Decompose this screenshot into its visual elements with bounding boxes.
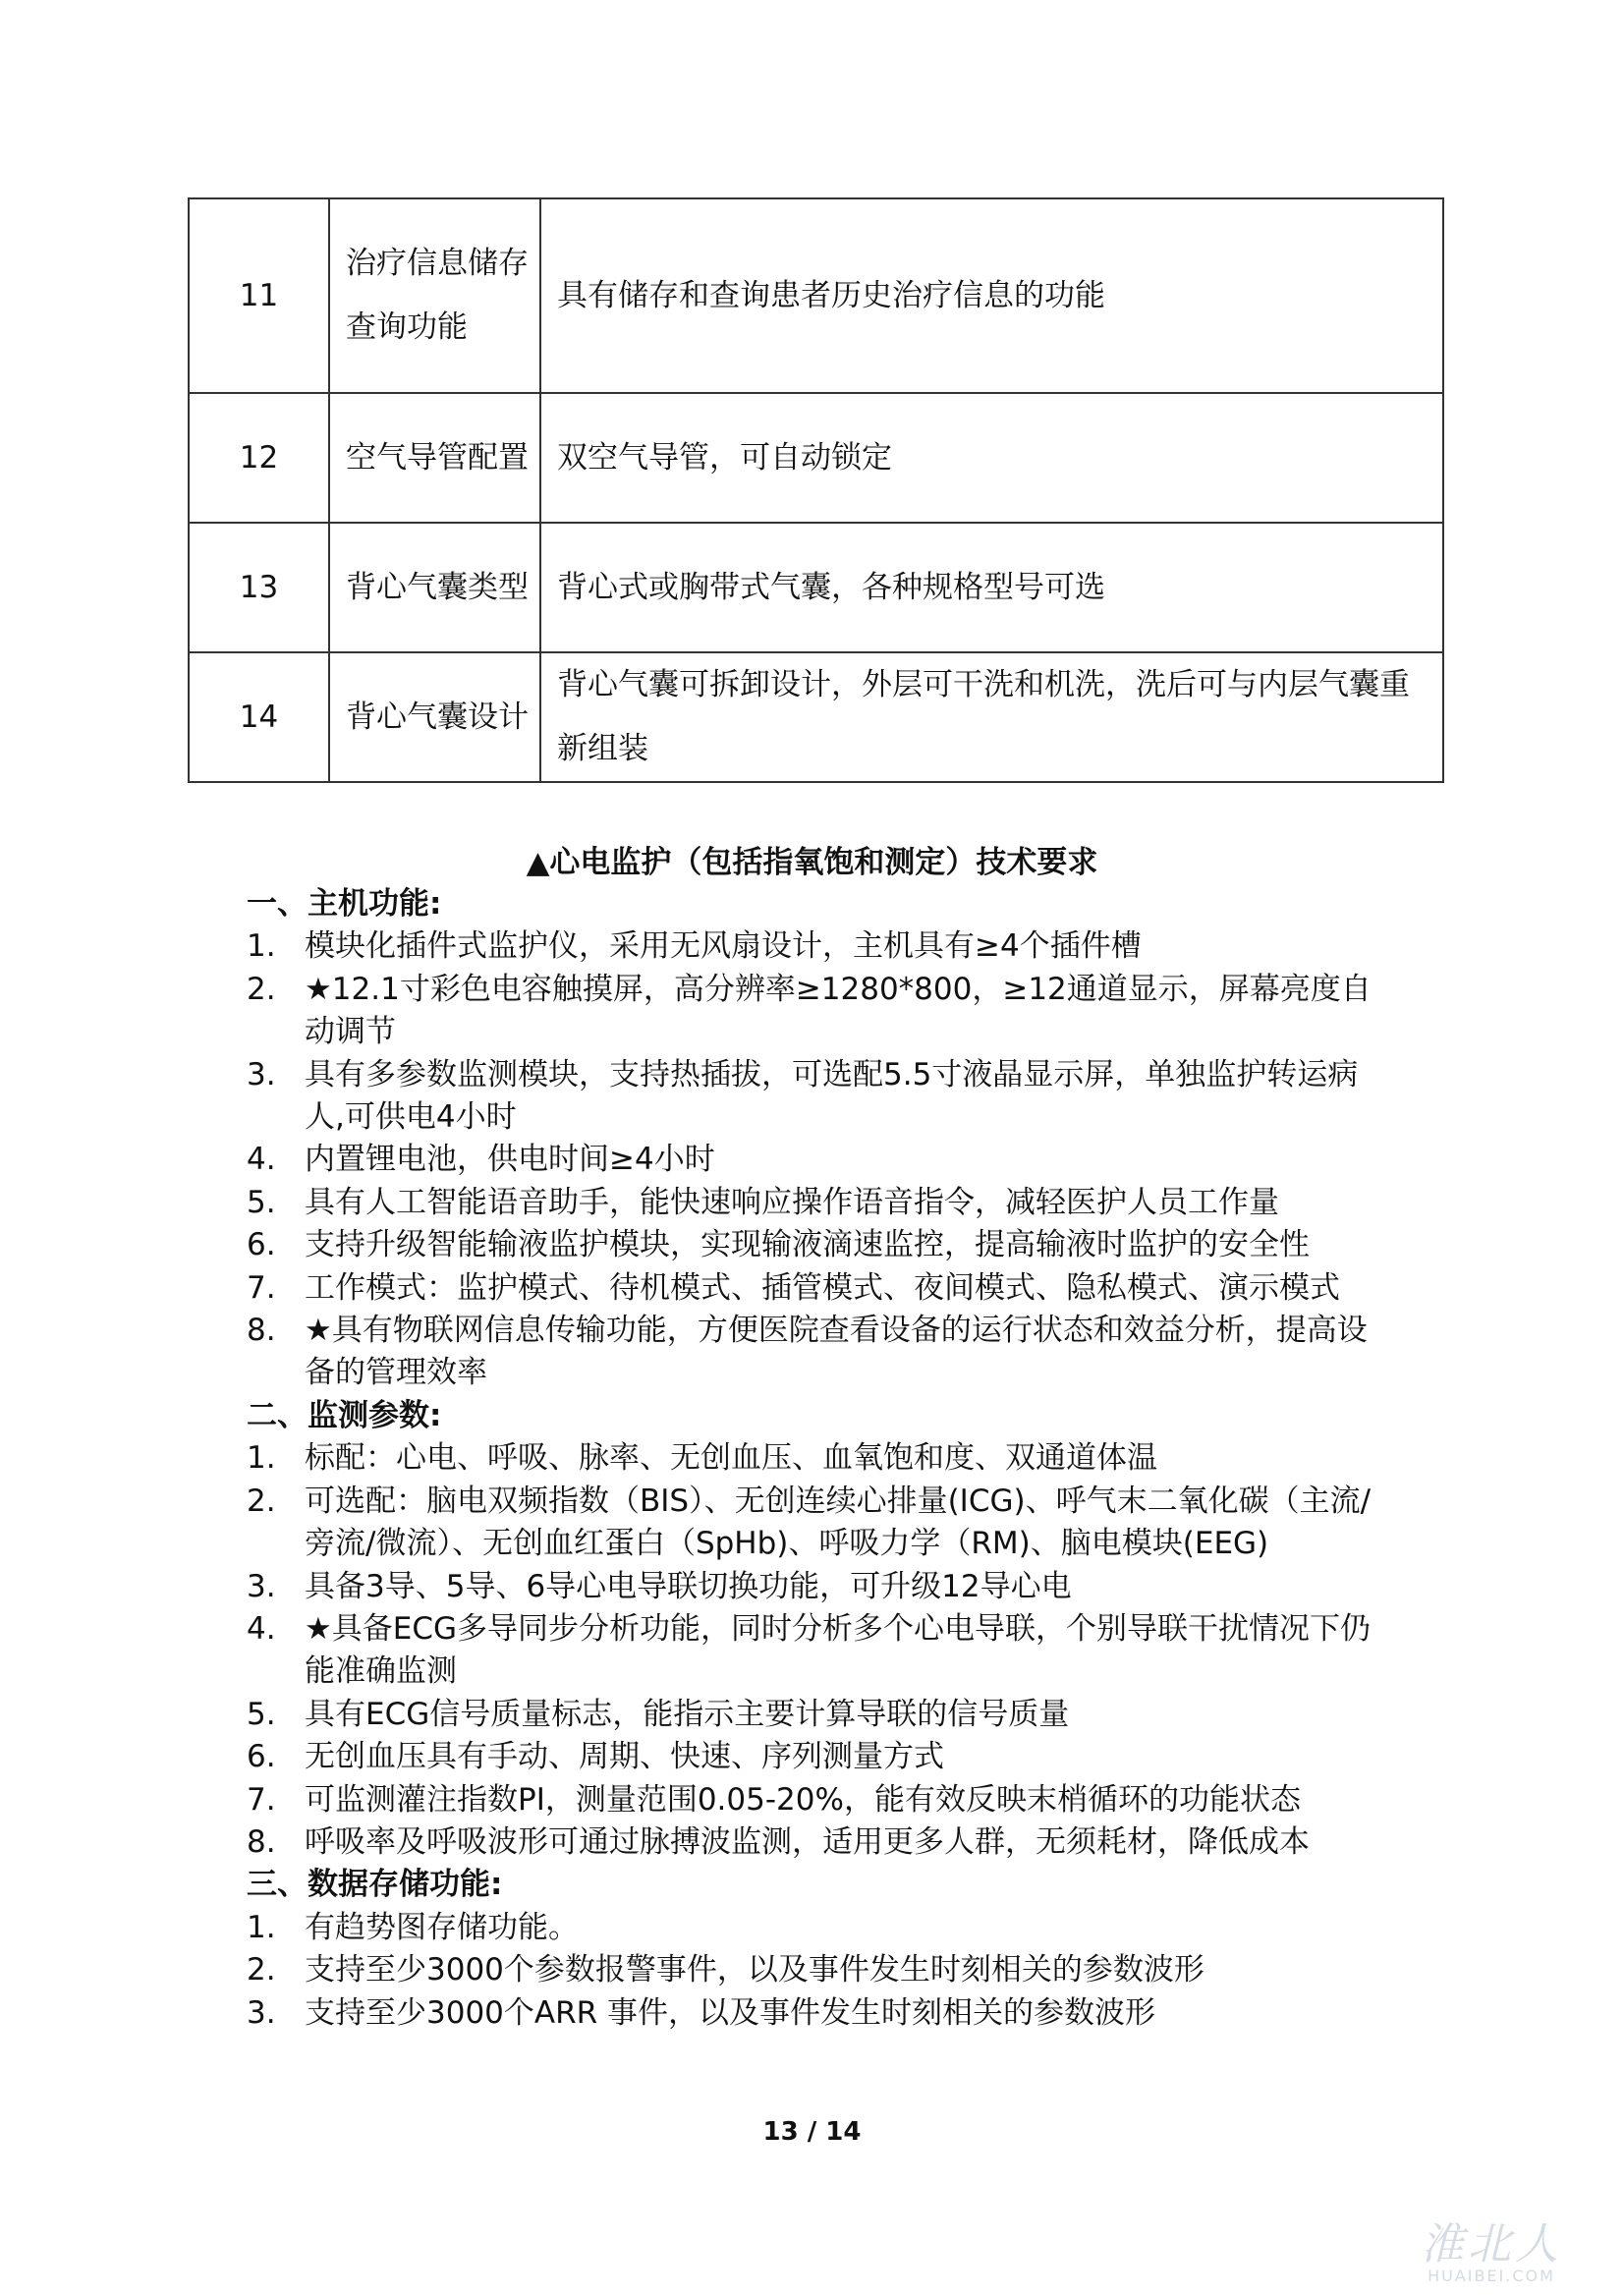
item-number: 1. [247,1909,276,1945]
watermark-logo [1393,2219,1590,2285]
list-item [247,1139,1396,1181]
list-item [247,1949,1396,1991]
row-name: 治疗信息储存查询功能 [329,198,540,393]
item-number: 3. [247,1056,276,1092]
item-text: 支持升级智能输液监护模块，实现输液滴速监控，提高输液时监护的安全性 [305,1227,1310,1263]
item-number: 8. [247,1823,276,1860]
row-description: 背心气囊可拆卸设计，外层可干洗和机洗，洗后可与内层气囊重新组装 [540,652,1443,782]
row-number: 13 [189,523,329,652]
table-row [189,523,1443,652]
section-heading: 二、监测参数: [247,1397,442,1433]
list-item [247,1182,1396,1224]
page-number: 13 / 14 [762,2117,862,2147]
item-number: 4. [247,1610,276,1647]
table-row [189,198,1443,393]
item-text: 内置锂电池，供电时间≥4小时 [305,1142,715,1178]
list-item [247,1779,1396,1821]
item-number: 1. [247,1440,276,1477]
item-number: 3. [247,1994,276,2031]
section-monitoring-params [247,1395,1396,1864]
row-name: 空气导管配置 [329,393,540,523]
list-item [247,1992,1396,2035]
item-number: 3. [247,1568,276,1604]
list-item [247,1694,1396,1736]
list-item [247,1821,1396,1864]
row-number: 14 [189,652,329,782]
list-item [247,925,1396,968]
item-text: 具有多参数监测模块，支持热插拔，可选配5.5寸液晶显示屏，单独监护转运病人,可供电4小时 [305,1056,1359,1136]
row-number: 12 [189,393,329,523]
list-item [247,1736,1396,1778]
item-text: ★具有物联网信息传输功能，方便医院查看设备的运行状态和效益分析，提高设备的管理效率 [305,1313,1368,1391]
item-number: 8. [247,1313,276,1349]
item-text: ★12.1寸彩色电容触摸屏，高分辨率≥1280*800，≥12通道显示，屏幕亮度自动调节 [305,971,1372,1050]
item-text: 具有ECG信号质量标志，能指示主要计算导联的信号质量 [305,1696,1070,1732]
item-number: 6. [247,1739,276,1775]
item-number: 2. [247,971,276,1007]
spec-table [188,197,1444,783]
row-number: 11 [189,198,329,393]
requirements-body [247,883,1396,2035]
item-text: 工作模式：监护模式、待机模式、插管模式、夜间模式、隐私模式、演示模式 [305,1269,1340,1306]
section-title: ▲心电监护（包括指氧饱和测定）技术要求 [526,845,1098,880]
section-data-storage [247,1864,1396,2035]
watermark-domain: HUAIBEI.COM [1428,2267,1555,2285]
section-heading: 一、主机功能: [247,886,442,922]
section-main-functions [247,883,1396,1395]
item-number: 2. [247,1952,276,1988]
list-item [247,969,1396,1054]
item-text: 可监测灌注指数PI，测量范围0.05-20%，能有效反映末梢循环的功能状态 [305,1781,1301,1818]
row-name: 背心气囊类型 [329,523,540,652]
item-number: 6. [247,1227,276,1263]
row-description: 双空气导管，可自动锁定 [540,393,1443,523]
watermark-text: 淮北人 [1421,2219,1562,2269]
list-item [247,1481,1396,1566]
list-item [247,1437,1396,1480]
item-number: 2. [247,1483,276,1519]
item-number: 1. [247,928,276,965]
item-number: 5. [247,1696,276,1732]
list-item [247,1608,1396,1694]
item-text: 模块化插件式监护仪，采用无风扇设计，主机具有≥4个插件槽 [305,928,1142,965]
row-description: 具有储存和查询患者历史治疗信息的功能 [540,198,1443,393]
item-number: 4. [247,1142,276,1178]
table-row [189,652,1443,782]
item-text: 呼吸率及呼吸波形可通过脉搏波监测，适用更多人群，无须耗材，降低成本 [305,1823,1310,1860]
list-item [247,1907,1396,1949]
item-text: ★具备ECG多导同步分析功能，同时分析多个心电导联，个别导联干扰情况下仍能准确监测 [305,1610,1372,1690]
list-item [247,1267,1396,1310]
item-text: 具备3导、5导、6导心电导联切换功能，可升级12导心电 [305,1568,1072,1604]
list-item [247,1566,1396,1608]
item-text: 支持至少3000个参数报警事件，以及事件发生时刻相关的参数波形 [305,1952,1204,1988]
item-number: 7. [247,1269,276,1306]
row-name: 背心气囊设计 [329,652,540,782]
item-text: 具有人工智能语音助手，能快速响应操作语音指令，减轻医护人员工作量 [305,1184,1279,1220]
list-item [247,1310,1396,1395]
item-text: 可选配：脑电双频指数（BIS）、无创连续心排量(ICG)、呼气末二氧化碳（主流/旁流/微流）、无创血红蛋白（SpHb)、呼吸力学（RM)、脑电模块(EEG) [305,1483,1372,1562]
item-number: 5. [247,1184,276,1220]
table-row [189,393,1443,523]
item-text: 无创血压具有手动、周期、快速、序列测量方式 [305,1739,944,1775]
list-item [247,1224,1396,1266]
list-item [247,1054,1396,1140]
item-text: 有趋势图存储功能。 [305,1909,579,1945]
item-number: 7. [247,1781,276,1818]
item-text: 标配：心电、呼吸、脉率、无创血压、血氧饱和度、双通道体温 [305,1440,1157,1477]
row-description: 背心式或胸带式气囊，各种规格型号可选 [540,523,1443,652]
section-heading: 三、数据存储功能: [247,1867,503,1903]
item-text: 支持至少3000个ARR 事件，以及事件发生时刻相关的参数波形 [305,1994,1156,2031]
